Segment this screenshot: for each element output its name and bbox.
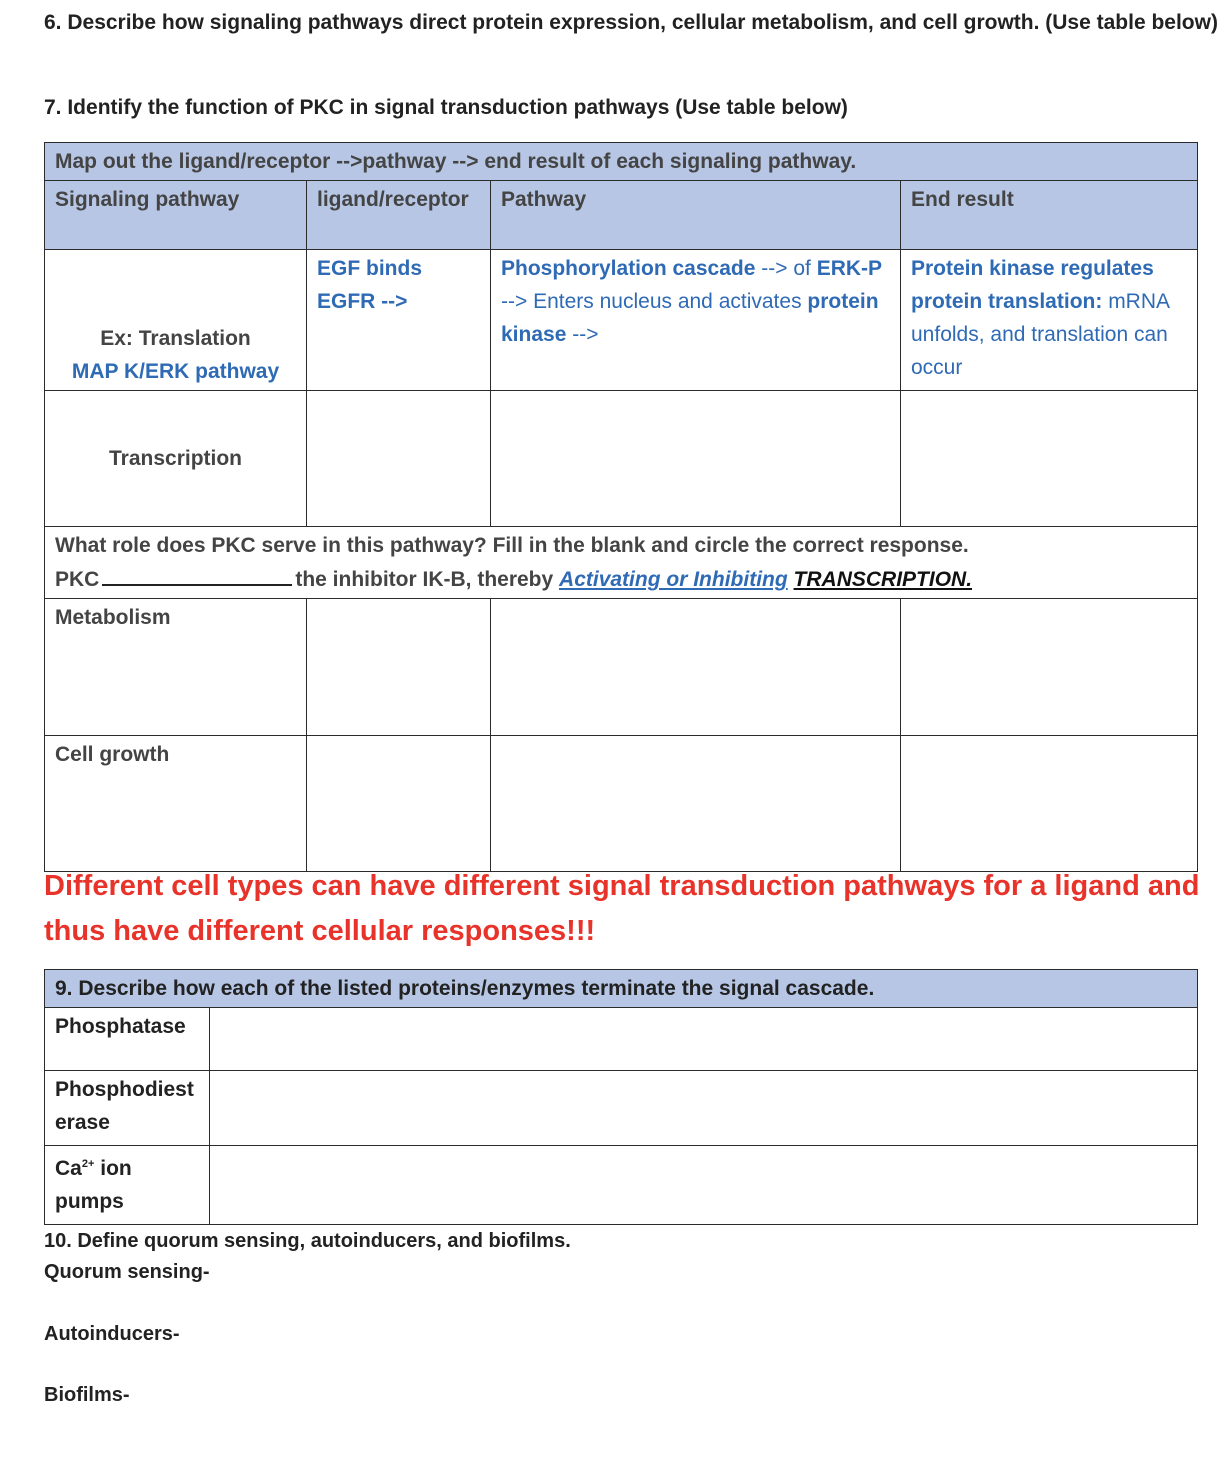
header-ligand-receptor: ligand/receptor — [307, 181, 491, 250]
pkc-label: PKC — [55, 568, 100, 591]
biofilms-label: Biofilms- — [44, 1384, 130, 1406]
autoinducers-label: Autoinducers- — [44, 1323, 180, 1345]
transcription-end-cell[interactable] — [901, 391, 1198, 527]
metabolism-end-cell[interactable] — [901, 599, 1198, 736]
metabolism-ligand-cell[interactable] — [307, 599, 491, 736]
cell-growth-ligand-cell[interactable] — [307, 736, 491, 872]
red-note: Different cell types can have different signal transduction pathways for a ligand and thus have different cellular responses!!! — [44, 870, 1200, 947]
ion-pumps-label: ion pumps — [55, 1157, 132, 1213]
example-cell — [45, 250, 307, 391]
termination-table — [44, 969, 1198, 1225]
question-6: 6. Describe how signaling pathways direct protein expression, cellular metabolism, and cell growth. (Use table below) — [44, 11, 1218, 34]
question-7: 7. Identify the function of PKC in signal transduction pathways (Use table below) — [44, 96, 848, 119]
table-title: Map out the ligand/receptor -->pathway --> end result of each signaling pathway. — [45, 143, 1198, 181]
termination-title: 9. Describe how each of the listed proteins/enzymes terminate the signal cascade. — [45, 970, 1198, 1008]
pathway-part-e: protein kinase — [501, 290, 879, 346]
example-sublabel: MAP K/ERK pathway — [71, 360, 280, 383]
pkc-blank[interactable] — [102, 562, 292, 586]
pathway-part-f: --> — [572, 323, 599, 346]
cell-growth-end-cell[interactable] — [901, 736, 1198, 872]
pkc-question-cell — [45, 527, 1198, 599]
question-10: 10. Define quorum sensing, autoinducers, and biofilms. — [44, 1230, 571, 1252]
example-pathway — [491, 250, 901, 391]
header-pathway: Pathway — [491, 181, 901, 250]
ca-label: Ca — [55, 1157, 82, 1180]
pkc-mid: the inhibitor IK-B, thereby — [295, 568, 554, 591]
pathway-part-c: ERK-P — [816, 257, 882, 280]
row-phosphatase: Phosphatase — [45, 1008, 210, 1071]
pkc-question: What role does PKC serve in this pathway? Fill in the blank and circle the correct response. — [55, 534, 969, 557]
example-ligand: EGF binds EGFR --> — [307, 250, 491, 391]
pathway-part-d: --> Enters nucleus and activates — [501, 290, 802, 313]
example-label: Ex: Translation — [100, 327, 251, 350]
transcription-label: Transcription — [45, 391, 307, 527]
header-end-result: End result — [901, 181, 1198, 250]
example-end-result — [901, 250, 1198, 391]
ca-superscript: 2+ — [81, 1158, 95, 1170]
phosphodiesterase-answer-cell[interactable] — [210, 1071, 1198, 1146]
end-part-b: mRNA unfolds, and translation can occur — [911, 290, 1169, 379]
cell-growth-pathway-cell[interactable] — [491, 736, 901, 872]
header-signaling-pathway: Signaling pathway — [45, 181, 307, 250]
quorum-sensing-label: Quorum sensing- — [44, 1261, 210, 1283]
signaling-table — [44, 142, 1198, 872]
metabolism-label: Metabolism — [45, 599, 307, 736]
metabolism-pathway-cell[interactable] — [491, 599, 901, 736]
pkc-end: TRANSCRIPTION. — [793, 568, 973, 591]
pkc-choice[interactable]: Activating or Inhibiting — [559, 568, 788, 591]
transcription-ligand-cell[interactable] — [307, 391, 491, 527]
pathway-part-a: Phosphorylation cascade — [501, 257, 756, 280]
end-part-a: Protein kinase regulates protein translation: — [911, 257, 1154, 313]
transcription-pathway-cell[interactable] — [491, 391, 901, 527]
phosphatase-answer-cell[interactable] — [210, 1008, 1198, 1071]
row-ca-pumps — [45, 1146, 210, 1225]
row-phosphodiesterase: Phosphodiesterase — [45, 1071, 210, 1146]
ca-pumps-answer-cell[interactable] — [210, 1146, 1198, 1225]
pathway-part-b: --> of — [761, 257, 811, 280]
cell-growth-label: Cell growth — [45, 736, 307, 872]
